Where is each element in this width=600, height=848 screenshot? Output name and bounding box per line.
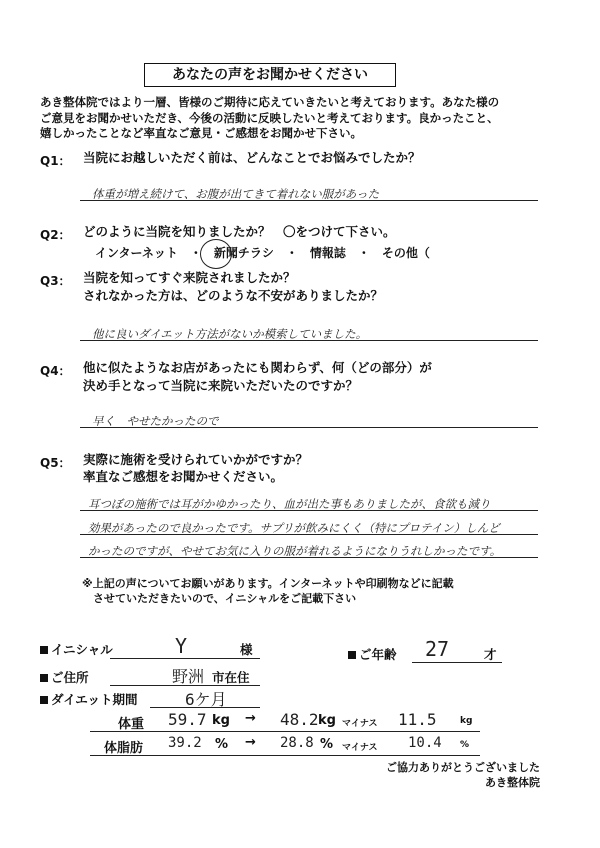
underline (412, 662, 502, 663)
underline (90, 731, 480, 732)
q4-label: Q4： (40, 364, 71, 378)
arrow-icon: → (245, 711, 256, 726)
answer-line (80, 427, 538, 428)
answer-line (80, 557, 538, 558)
q3-question-2: されなかった方は、どのような不安がありましたか？ (83, 288, 384, 303)
weight-after: 48.2 (280, 710, 319, 729)
fat-minus-unit: % (460, 740, 470, 750)
q3-question-1: 当院を知ってすぐ来院されましたか？ (83, 270, 296, 285)
fat-unit: % (215, 737, 229, 752)
bullet-square-icon (348, 651, 356, 659)
answer-line (80, 200, 538, 201)
weight-unit: kg (318, 713, 336, 728)
address-label: ご住所 (40, 668, 89, 686)
weight-label: 体重 (118, 717, 145, 732)
intro-text (40, 95, 580, 142)
age-label: ご年齢 (348, 645, 397, 663)
q2-options: インターネット ・ 新聞チラシ ・ 情報誌 ・ その他（ (95, 246, 430, 260)
bullet-square-icon (40, 696, 48, 704)
closing-thanks: ご協力ありがとうございました (386, 761, 540, 774)
underline (110, 685, 260, 686)
initial-value: Y (175, 634, 188, 658)
intro-line: 嬉しかったことなど率直なご意見・ご感想をお聞かせ下さい。 (40, 126, 362, 140)
honorific: 様 (240, 642, 253, 657)
fat-unit: % (320, 737, 334, 752)
address-suffix: 市在住 (212, 670, 250, 685)
selected-option-circle (200, 239, 232, 269)
answer-line (80, 340, 538, 341)
clinic-name: あき整体院 (485, 776, 540, 789)
intro-line: あき整体院ではより一層、皆様のご期待に応えていきたいと考えております。あなた様の (40, 95, 500, 109)
bullet-square-icon (40, 646, 48, 654)
q4-question-1: 他に似たようなお店があったにも関わらず、何（どの部分）が (83, 360, 432, 375)
form-title: あなたの声をお聞かせください (144, 63, 396, 87)
age-value: 27 (425, 637, 450, 661)
intro-line: ご意見をお聞かせいただき、今後の活動に反映したいと考えております。良かったこと、 (40, 110, 499, 125)
fat-minus-label: マイナス (342, 743, 378, 753)
fat-after: 28.8 (280, 735, 314, 751)
initial-label: イニシャル (40, 640, 113, 658)
weight-minus-label: マイナス (342, 719, 378, 729)
q5-answer-2: 効果があったので良かったです。サプリが飲みにくく（特にプロテイン）しんど (88, 521, 500, 535)
q2-question: どのように当院を知りましたか？ 〇をつけて下さい。 (83, 224, 396, 239)
period-label: ダイエット期間 (40, 690, 138, 708)
q3-answer: 他に良いダイエット方法がないか模索していました。 (92, 327, 368, 341)
weight-unit: kg (212, 713, 230, 728)
q5-question-2: 率直なご感想をお聞かせください。 (83, 469, 284, 484)
q5-question-1: 実際に施術を受けられていかがですか？ (83, 452, 309, 467)
weight-minus: 11.5 (398, 710, 437, 729)
fat-before: 39.2 (168, 735, 202, 751)
notice-line: させていただきたいので、イニシャルをご記載下さい (82, 592, 357, 605)
age-unit: 才 (484, 647, 497, 662)
answer-line (80, 534, 538, 535)
q4-answer: 早く やせたかったので (92, 414, 219, 428)
underline (150, 707, 260, 708)
q1-answer: 体重が増え続けて、お腹が出てきて着れない服があった (92, 187, 380, 201)
q5-answer-1: 耳つぼの施術では耳がかゆかったり、血が出た事もありましたが、食欲も減り (88, 497, 491, 511)
fat-minus: 10.4 (408, 735, 442, 751)
weight-before: 59.7 (168, 710, 207, 729)
q5-label: Q5： (40, 456, 71, 470)
answer-line (80, 510, 538, 511)
address-value: 野洲 (172, 667, 205, 686)
closing (380, 760, 540, 790)
publication-notice (82, 576, 454, 606)
q3-label: Q3： (40, 274, 71, 288)
notice-line: ※上記の声についてお願いがあります。インターネットや印刷物などに記載 (82, 577, 454, 590)
period-value: 6ケ月 (185, 690, 227, 709)
fat-label: 体脂肪 (104, 741, 144, 756)
q1-label: Q1： (40, 154, 71, 168)
arrow-icon: → (245, 735, 256, 750)
q2-label: Q2： (40, 228, 71, 242)
q1-question: 当院にお越しいただく前は、どんなことでお悩みでしたか？ (83, 150, 421, 165)
underline (90, 755, 480, 756)
underline (110, 658, 260, 659)
bullet-square-icon (40, 674, 48, 682)
q4-question-2: 決め手となって当院に来院いただいたのですか？ (83, 378, 359, 393)
weight-minus-unit: kg (460, 716, 473, 726)
q5-answer-3: かったのですが、やせてお気に入りの服が着れるようになりうれしかったです。 (88, 544, 502, 558)
